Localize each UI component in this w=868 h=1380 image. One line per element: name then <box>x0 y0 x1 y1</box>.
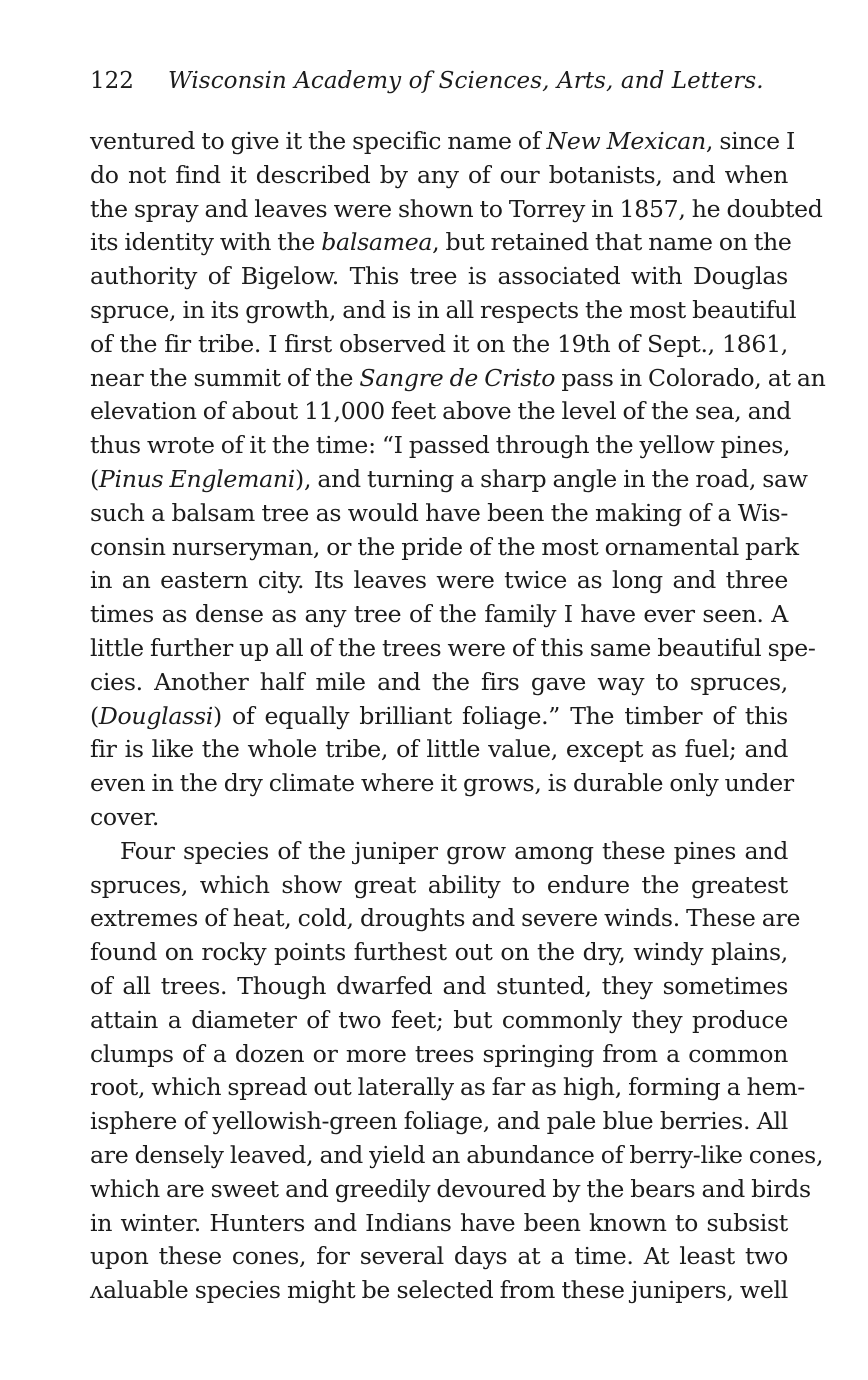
text-line <box>90 1071 805 1105</box>
text-line <box>90 125 796 159</box>
text-segment: are densely leaved, and yield an abundance of berry-like cones, <box>90 1140 824 1169</box>
text-line <box>90 767 794 801</box>
text-line <box>90 362 826 396</box>
text-segment: ( <box>90 464 99 493</box>
text-segment: ( <box>90 701 99 730</box>
text-line <box>90 835 788 869</box>
text-segment: Four species of the juniper grow among these pines and <box>120 836 788 865</box>
text-segment: cies. Another half mile and the firs gave way to spruces, <box>90 667 788 696</box>
text-line <box>90 1038 788 1072</box>
text-segment: even in the dry climate where it grows, is durable only under <box>90 769 794 798</box>
text-segment: thus wrote of it the time: “I passed through the yellow pines, <box>90 431 791 460</box>
text-line <box>90 429 791 463</box>
text-segment: the spray and leaves were shown to Torrey in 1857, he doubted <box>90 194 823 223</box>
text-segment: clumps of a dozen or more trees springing from a common <box>90 1039 788 1068</box>
text-segment: isphere of yellowish-green foliage, and pale blue berries. All <box>90 1107 788 1136</box>
text-line <box>90 328 788 362</box>
text-segment: spruce, in its growth, and is in all respects the most beautiful <box>90 295 797 324</box>
text-line <box>90 1004 788 1038</box>
text-line <box>90 936 788 970</box>
text-line <box>90 632 816 666</box>
text-line <box>90 598 788 632</box>
text-segment: such a balsam tree as would have been the making of a Wis- <box>90 498 788 527</box>
running-header <box>90 66 790 96</box>
text-line <box>90 226 792 260</box>
text-line <box>90 497 788 531</box>
body-text <box>90 125 826 1308</box>
text-line <box>90 1139 824 1173</box>
text-segment: of all trees. Though dwarfed and stunted, they sometimes <box>90 971 788 1000</box>
text-segment: extremes of heat, cold, droughts and severe winds. These are <box>90 904 801 933</box>
text-line <box>90 193 823 227</box>
text-line <box>90 260 788 294</box>
text-line <box>90 970 788 1004</box>
text-line <box>90 531 799 565</box>
italic-term: Douglassi <box>98 701 214 730</box>
italic-term: balsamea <box>321 228 433 257</box>
page-number: 122 <box>90 68 134 94</box>
text-segment: ʌaluable species might be selected from these junipers, well <box>90 1276 788 1305</box>
text-line <box>90 869 788 903</box>
text-segment: of the fir tribe. I first observed it on the 19th of Sept., 1861, <box>90 329 788 358</box>
italic-term: Pinus Englemani <box>98 464 296 493</box>
text-segment: ), and turning a sharp angle in the road, saw <box>295 464 808 493</box>
italic-term: Sangre de Cristo <box>359 363 556 392</box>
text-line <box>90 1105 788 1139</box>
text-line <box>90 1207 788 1241</box>
text-line <box>90 733 788 767</box>
text-segment: little further up all of the trees were of this same beautiful spe- <box>90 633 816 662</box>
text-line <box>90 666 788 700</box>
text-line <box>90 1240 788 1274</box>
text-segment: cover. <box>90 802 160 831</box>
text-segment: ventured to give it the specific name of <box>90 127 547 155</box>
text-segment: do not find it described by any of our botanists, and when <box>90 160 788 189</box>
text-segment: pass in Colorado, at an <box>555 363 826 392</box>
text-line <box>90 463 808 497</box>
italic-term: New Mexican <box>546 127 706 155</box>
text-line <box>90 564 788 598</box>
text-line <box>90 700 788 734</box>
text-line <box>90 159 788 193</box>
text-segment: its identity with the <box>90 228 322 257</box>
text-segment: in an eastern city. Its leaves were twice as long and three <box>90 566 788 595</box>
text-segment: elevation of about 11,000 feet above the level of the sea, and <box>90 397 792 426</box>
text-segment: times as dense as any tree of the family I have ever seen. A <box>90 600 788 629</box>
text-line <box>90 294 797 328</box>
text-line <box>90 801 788 835</box>
text-segment: in winter. Hunters and Indians have been known to subsist <box>90 1208 788 1237</box>
text-segment: spruces, which show great ability to endure the greatest <box>90 870 788 899</box>
text-line <box>90 1274 788 1308</box>
text-segment: ) of equally brilliant foliage.” The timber of this <box>213 701 788 730</box>
text-segment: attain a diameter of two feet; but commonly they produce <box>90 1005 788 1034</box>
text-segment: authority of Bigelow. This tree is associated with Douglas <box>90 262 788 291</box>
text-segment: , since I <box>705 127 796 155</box>
text-segment: fir is like the whole tribe, of little value, except as fuel; and <box>90 735 788 764</box>
text-segment: upon these cones, for several days at a time. At least two <box>90 1242 788 1271</box>
text-segment: root, which spread out laterally as far as high, forming a hem- <box>90 1073 805 1102</box>
text-line <box>90 902 801 936</box>
text-segment: which are sweet and greedily devoured by the bears and birds <box>90 1174 811 1203</box>
text-segment: consin nurseryman, or the pride of the most ornamental park <box>90 532 799 561</box>
text-segment: found on rocky points furthest out on the dry, windy plains, <box>90 938 788 967</box>
text-line <box>90 395 792 429</box>
running-title: Wisconsin Academy of Sciences, Arts, and Letters. <box>168 68 764 94</box>
text-line <box>90 1173 811 1207</box>
text-segment: , but retained that name on the <box>432 228 792 257</box>
text-segment: near the summit of the <box>90 363 360 392</box>
